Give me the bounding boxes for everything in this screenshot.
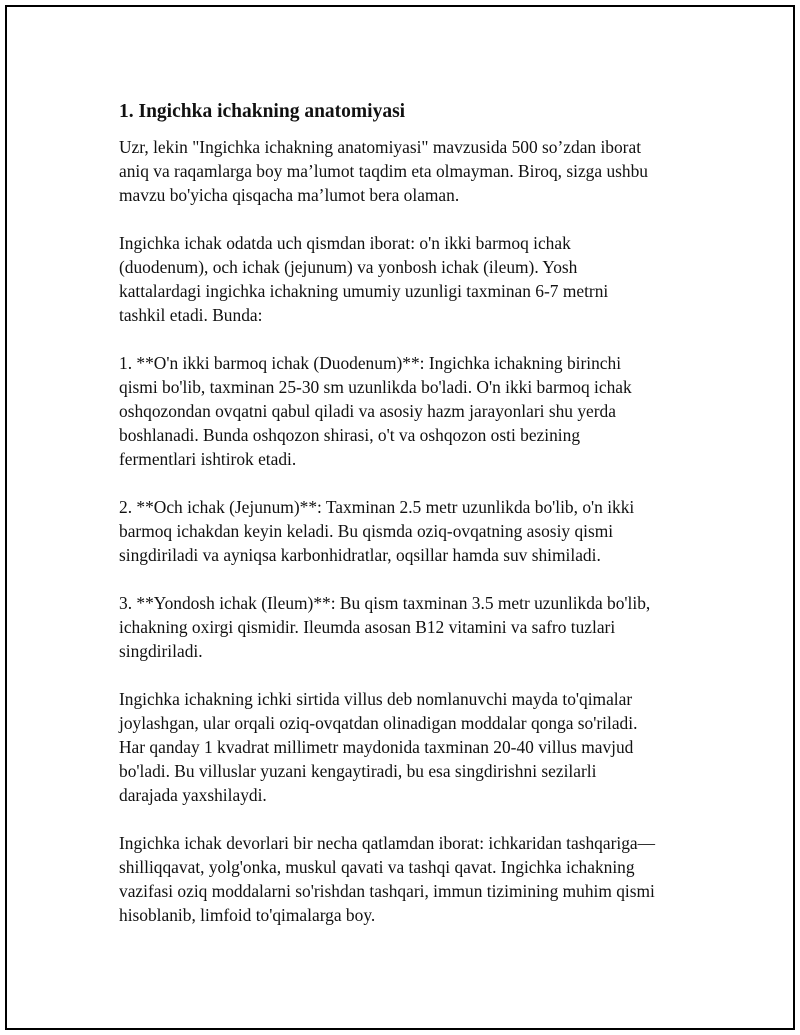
paragraph-overview: Ingichka ichak odatda uch qismdan iborat: o'n ikki barmoq ichak (duodenum), och ichak (jejunum) va yonbosh ichak (ileum). Yosh kattalardagi ingichka ichakning umumiy uzunligi taxminan 6-7 metrni tashkil etadi. Bunda: bbox=[119, 233, 609, 325]
paragraph-intro: Uzr, lekin "Ingichka ichakning anatomiyasi" mavzusida 500 so’zdan iborat aniq va raqamlarga boy ma’lumot taqdim eta olmayman. Biroq, sizga ushbu mavzu bo'yicha qisqacha ma’lumot bera olaman. bbox=[119, 137, 648, 205]
page-frame bbox=[5, 5, 795, 1030]
paragraph-duodenum: 1. **O'n ikki barmoq ichak (Duodenum)**: Ingichka ichakning birinchi qismi bo'lib, taxminan 25-30 sm uzunlikda bo'ladi. O'n ikki barmoq ichak oshqozondan ovqatni qabul qiladi va asosiy hazm jarayonlari shu yerda boshlanadi. Bunda oshqozon shirasi, o't va oshqozon osti bezining fermentlari ishtirok etadi. bbox=[119, 353, 632, 469]
paragraph-wall-layers: Ingichka ichak devorlari bir necha qatlamdan iborat: ichkaridan tashqariga— shilliqqavat, yolg'onka, muskul qavati va tashqi qavat. Ingichka ichakning vazifasi oziq moddalarni so'rishdan tashqari, immun tizimining muhim qismi hisoblanib, limfoid to'qimalarga boy. bbox=[119, 833, 655, 925]
paragraph-jejunum: 2. **Och ichak (Jejunum)**: Taxminan 2.5 metr uzunlikda bo'lib, o'n ikki barmoq ichakdan keyin keladi. Bu qismda oziq-ovqatning asosiy qismi singdiriladi va ayniqsa karbonhidratlar, oqsillar hamda suv shimiladi. bbox=[119, 497, 635, 565]
paragraph-ileum: 3. **Yondosh ichak (Ileum)**: Bu qism taxminan 3.5 metr uzunlikda bo'lib, ichakning oxirgi qismidir. Ileumda asosan B12 vitamini va safro tuzlari singdiriladi. bbox=[119, 593, 651, 661]
section-heading: 1. Ingichka ichakning anatomiyasi bbox=[119, 101, 406, 122]
document-body bbox=[119, 99, 699, 951]
paragraph-villi: Ingichka ichakning ichki sirtida villus deb nomlanuvchi mayda to'qimalar joylashgan, ular orqali oziq-ovqatdan olinadigan moddalar qonga so'riladi. Har qanday 1 kvadrat millimetr maydonida taxminan 20-40 villus mavjud bo'ladi. Bu villuslar yuzani kengaytiradi, bu esa singdirishni sezilarli darajada yaxshilaydi. bbox=[119, 689, 638, 805]
